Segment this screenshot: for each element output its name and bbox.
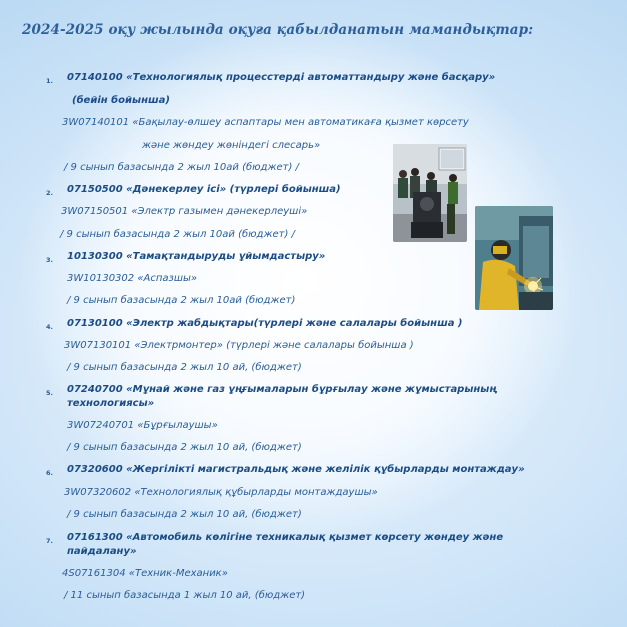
study-duration: / 9 сынып базасында 2 жыл 10 ай, (бюджет) xyxy=(67,509,302,520)
specialty-title-continued: технологиясы» xyxy=(67,398,155,409)
specialty-title: 07240700 «Мұнай және газ ұңғымаларын бұрғылау және жұмыстарының xyxy=(67,384,497,395)
item-number: 3. xyxy=(46,256,53,264)
item-number: 7. xyxy=(46,537,53,545)
qualification-line: 3W07240701 «Бұрғылаушы» xyxy=(67,420,218,431)
study-duration: / 11 сынып базасында 1 жыл 10 ай, (бюджет) xyxy=(64,590,306,601)
welder-at-work-photo xyxy=(475,206,553,310)
page-title: 2024-2025 оқу жылында оқуға қабылданатын мамандықтар: xyxy=(22,22,534,38)
specialty-title: 07130100 «Электр жабдықтары(түрлері және салалары бойынша ) xyxy=(67,318,463,329)
item-number: 5. xyxy=(46,389,53,397)
study-duration: / 9 сынып базасында 2 жыл 10 ай, (бюджет) xyxy=(67,442,302,453)
study-duration: / 9 сынып базасында 2 жыл 10ай (бюджет) / xyxy=(60,229,295,240)
specialty-title: 07140100 «Технологиялық процесстерді автоматтандыру және басқару» xyxy=(67,72,496,83)
study-duration: / 9 сынып базасында 2 жыл 10 ай, (бюджет) xyxy=(67,362,302,373)
study-duration: / 9 сынып базасында 2 жыл 10ай (бюджет) xyxy=(67,295,296,306)
item-number: 6. xyxy=(46,469,53,477)
specialty-title-continued: (бейін бойынша) xyxy=(72,95,170,106)
specialty-title: 10130300 «Тамақтандыруды ұйымдастыру» xyxy=(67,251,326,262)
specialty-title: 07150500 «Дәнекерлеу ісі» (түрлері бойынша) xyxy=(67,184,341,195)
workshop-students-photo xyxy=(393,144,467,242)
specialty-title-continued: пайдалану» xyxy=(67,546,137,557)
qualification-line-continued: және жөндеу жөніндегі слесарь» xyxy=(142,140,321,151)
qualification-line: 3W10130302 «Аспазшы» xyxy=(67,273,198,284)
study-duration: / 9 сынып базасында 2 жыл 10ай (бюджет) / xyxy=(64,162,299,173)
qualification-line: 3W07130101 «Электрмонтер» (түрлері және салалары бойынша ) xyxy=(64,340,414,351)
qualification-line: 3W07140101 «Бақылау-өлшеу аспаптары мен автоматикаға қызмет көрсету xyxy=(62,117,469,128)
item-number: 2. xyxy=(46,189,53,197)
specialty-title: 07161300 «Автомобиль көлігіне техникалық қызмет көрсету жөндеу және xyxy=(67,532,504,543)
qualification-line: 4S07161304 «Техник-Механик» xyxy=(62,568,228,579)
item-number: 1. xyxy=(46,77,53,85)
specialty-title: 07320600 «Жергілікті магистральдық және желілік құбырларды монтаждау» xyxy=(67,464,525,475)
item-number: 4. xyxy=(46,323,53,331)
qualification-line: 3W07320602 «Технологиялық құбырларды монтаждаушы» xyxy=(64,487,378,498)
qualification-line: 3W07150501 «Электр газымен дәнекерлеуші» xyxy=(61,206,308,217)
